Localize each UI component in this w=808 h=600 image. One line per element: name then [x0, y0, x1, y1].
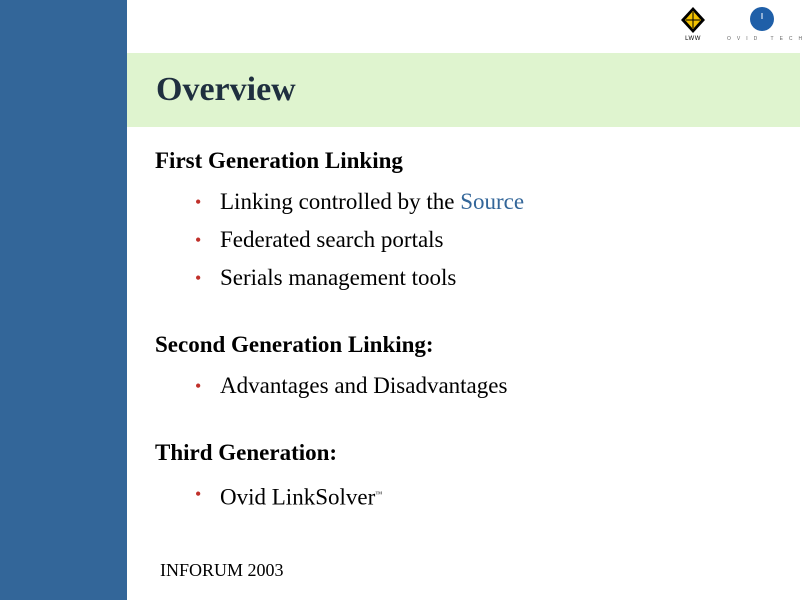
- bullet-item: [155, 367, 775, 405]
- bullet-text: Serials management tools: [220, 265, 457, 290]
- lww-emblem-icon: [680, 6, 706, 34]
- bullet-item: [155, 259, 775, 297]
- bullet-item: [155, 221, 775, 259]
- bullet-text: Ovid LinkSolver: [220, 484, 376, 510]
- bullet-icon: •: [195, 192, 202, 212]
- lww-logo-text: LWW: [685, 36, 701, 42]
- section-second-generation: [155, 329, 775, 405]
- bullet-icon: •: [195, 484, 202, 504]
- lww-logo: [677, 6, 709, 48]
- logo-area: [127, 0, 808, 53]
- bullet-text: Advantages and Disadvantages: [220, 373, 508, 398]
- section-heading: First Generation Linking: [155, 148, 403, 173]
- side-band: [0, 0, 127, 600]
- section-third-generation: [155, 437, 775, 517]
- section-first-generation: [155, 145, 775, 297]
- bullet-list: [155, 183, 775, 297]
- ovid-globe-icon: [749, 6, 775, 32]
- trademark-mark: ™: [375, 490, 383, 498]
- bullet-text: Linking controlled by the: [220, 189, 461, 214]
- bullet-text: Federated search portals: [220, 227, 444, 252]
- slide-content: [155, 145, 775, 549]
- bullet-icon: •: [195, 376, 202, 396]
- bullet-item: [155, 183, 775, 221]
- bullet-item: [155, 475, 775, 517]
- slide-title: Overview: [156, 71, 296, 108]
- slide-footer: INFORUM 2003: [160, 560, 284, 580]
- bullet-icon: •: [195, 230, 202, 250]
- bullet-icon: •: [195, 268, 202, 288]
- bullet-list: [155, 367, 775, 405]
- source-highlight: Source: [460, 189, 525, 214]
- bullet-list: [155, 475, 775, 517]
- section-heading: Third Generation:: [155, 440, 338, 465]
- ovid-logo-text: OVID TECH: [727, 36, 808, 42]
- ovid-logo: [727, 6, 808, 48]
- title-band: [127, 53, 800, 127]
- section-heading: Second Generation Linking:: [155, 332, 434, 357]
